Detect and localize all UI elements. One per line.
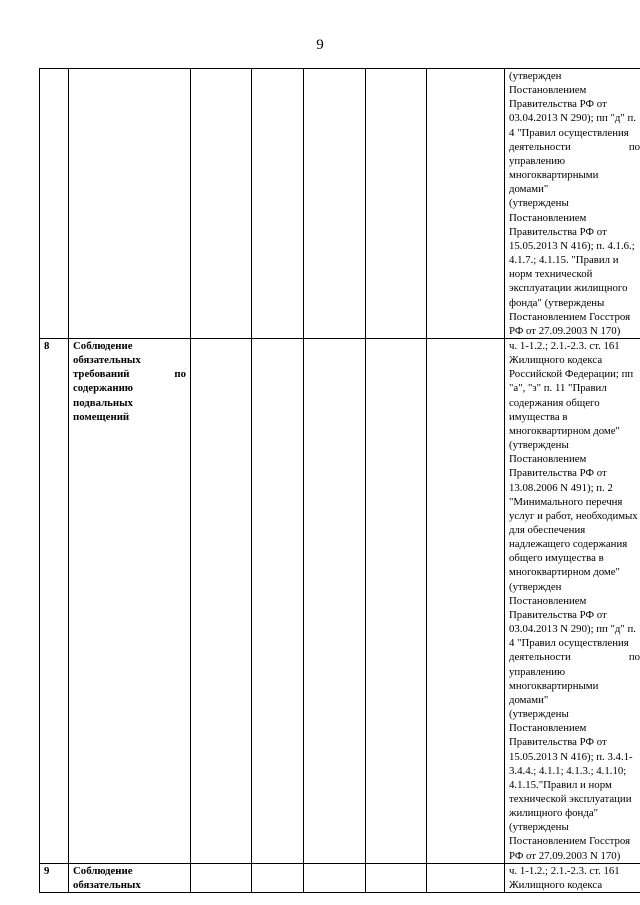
empty-cell [191,69,252,339]
empty-cell [427,863,505,892]
legal-reference-line: общего имущества в [509,552,604,565]
legal-reference-line: многоквартирном доме" [509,424,620,437]
empty-cell [191,863,252,892]
legal-reference-line: надлежащего содержания [509,538,628,551]
legal-reference-line: Правительства РФ от [509,467,607,480]
legal-reference-line: (утверждены [509,197,569,210]
legal-reference-line: Российской Федерации; пп [509,368,634,381]
empty-cell [304,863,366,892]
empty-cell [427,69,505,339]
legal-reference-line: многоквартирными домами" [509,169,599,196]
legal-reference-line: РФ от 27.09.2003 N 170) [509,849,621,862]
table-row [40,69,640,339]
legal-reference-line: Постановлением [509,722,587,735]
legal-reference-line: "Минимального перечня [509,495,623,508]
legal-reference-line: Правительства РФ от [509,608,607,621]
empty-cell [366,338,427,863]
legal-reference-line: технической эксплуатации [509,792,632,805]
legal-reference [505,863,640,892]
legal-reference [505,338,640,863]
legal-reference-line: 13.08.2006 N 491); п. 2 [509,481,613,494]
legal-reference-line: 15.05.2013 N 416); п. 4.1.6.; [509,239,635,252]
legal-reference-line: для обеспечения [509,524,586,536]
legal-reference-line: имущества в [509,410,568,423]
legal-reference-line: деятельности по управлению [509,651,640,678]
empty-cell [427,338,505,863]
requirements-table [39,68,640,893]
legal-reference-line: 4 "Правил осуществления [509,126,629,139]
legal-reference-line: ч. 1-1.2.; 2.1.-2.3. ст. 161 [509,339,620,352]
legal-reference-line: жилищного фонда" [509,807,599,820]
legal-reference-line: 4.1.7.; 4.1.15. "Правил и [509,254,619,267]
legal-reference-line: Постановлением Госстроя [509,835,631,848]
legal-reference-line: (утвержден Постановлением [509,70,587,97]
legal-reference-line: Правительства РФ от [509,98,607,111]
empty-cell [191,338,252,863]
legal-reference-line: 4.1.15."Правил и норм [509,778,612,791]
legal-reference-line: (утверждены [509,439,569,452]
legal-reference-line: ч. 1-1.2.; 2.1.-2.3. ст. 161 [509,864,620,877]
legal-reference-line: (утверждены [509,708,569,721]
empty-cell [252,863,304,892]
legal-reference-line: услуг и работ, необходимых [509,509,638,522]
legal-reference [505,69,640,339]
row-number: 9 [40,863,69,892]
legal-reference-line: многоквартирном доме" [509,566,620,579]
table-row [40,338,640,863]
requirement-name [69,69,191,339]
legal-reference-line: фонда" (утверждены [509,296,605,309]
legal-reference-line: норм технической [509,268,593,281]
legal-reference-line: 03.04.2013 N 290); пп "д" п. [509,112,637,125]
empty-cell [366,863,427,892]
legal-reference-line: 3.4.4.; 4.1.1; 4.1.3.; 4.1.10; [509,764,627,777]
requirement-name: Соблюдение обязательных [69,863,191,892]
legal-reference-line: 15.05.2013 N 416); п. 3.4.1- [509,750,633,763]
legal-reference-line: деятельности по управлению [509,140,640,167]
row-number: 8 [40,338,69,863]
empty-cell [304,69,366,339]
empty-cell [304,338,366,863]
legal-reference-line: Правительства РФ от [509,736,607,749]
legal-reference-line: "а", "з" п. 11 "Правил [509,382,607,395]
legal-reference-line: многоквартирными домами" [509,679,599,706]
legal-reference-line: РФ от 27.09.2003 N 170) [509,324,621,337]
table-body [40,69,640,893]
legal-reference-line: Постановлением Госстроя [509,310,631,323]
legal-reference-line: Постановлением [509,453,587,466]
page-number: 9 [316,37,324,53]
legal-reference-line: Постановлением [509,211,587,224]
legal-reference-line: эксплуатации жилищного [509,282,628,295]
legal-reference-line: Жилищного кодекса [509,354,603,367]
legal-reference-line: Правительства РФ от [509,225,607,238]
legal-reference-line: содержания общего [509,396,600,409]
legal-reference-line: 4 "Правил осуществления [509,637,629,650]
requirement-name: Соблюдение обязательных требований по содержанию подвальных помещений [69,338,191,863]
legal-reference-line: (утвержден Постановлением [509,580,587,607]
table-row [40,863,640,892]
empty-cell [252,69,304,339]
empty-cell [366,69,427,339]
row-number [40,69,69,339]
legal-reference-line: (утверждены [509,821,569,834]
legal-reference-line: Жилищного кодекса [509,878,603,891]
empty-cell [252,338,304,863]
legal-reference-line: 03.04.2013 N 290); пп "д" п. [509,623,637,636]
